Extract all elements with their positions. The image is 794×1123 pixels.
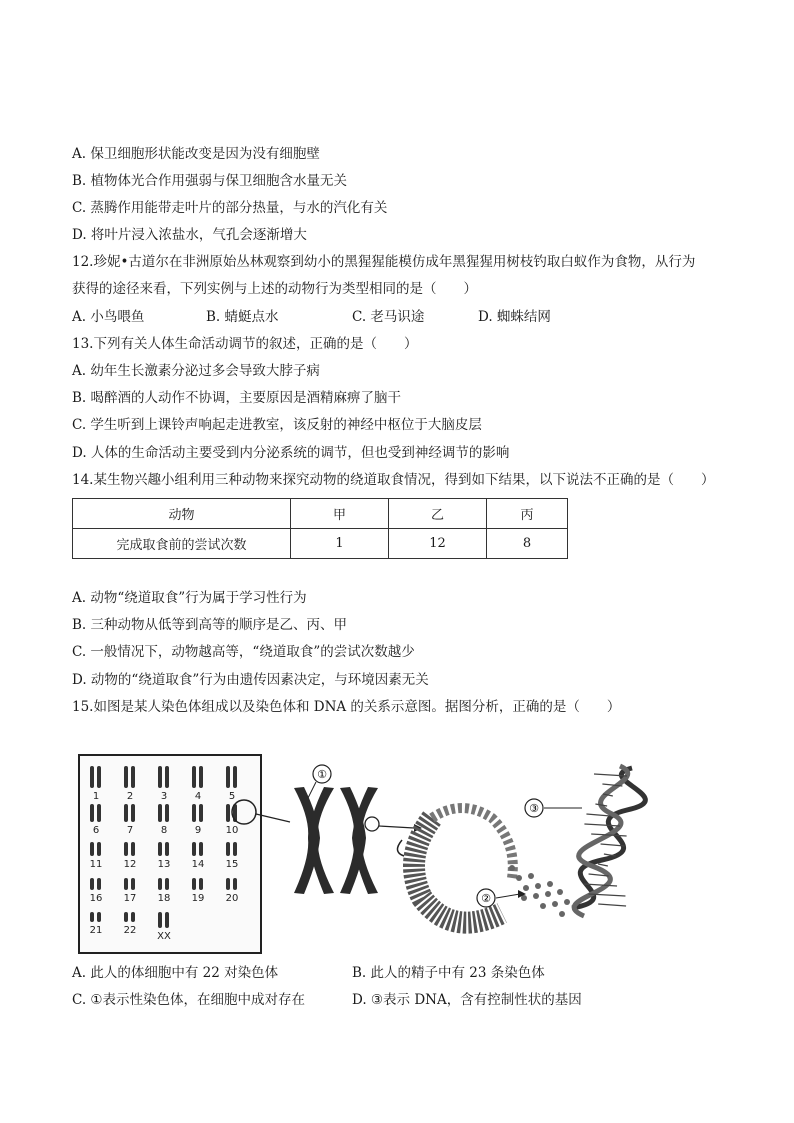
nucleosome-bead <box>545 891 551 897</box>
marker-1-line <box>308 782 316 798</box>
q15-stem: 15.如图是某人染色体组成以及染色体和 DNA 的关系示意图。据图分析，正确的是（ ） <box>72 699 621 715</box>
karyotype-number: 3 <box>160 791 168 802</box>
arrow-line <box>379 826 414 828</box>
large-chromosome-left <box>294 787 334 894</box>
highlight-circle <box>232 800 256 824</box>
q13-option-c: C. 学生听到上课铃声响起走进教室，该反射的神经中枢位于大脑皮层 <box>72 417 482 433</box>
karyotype-number: 9 <box>194 825 202 836</box>
karyotype-number: 13 <box>157 859 171 870</box>
nucleosome-bead <box>528 873 534 879</box>
karyotype-number: 19 <box>191 893 205 904</box>
chromosome-dna-diagram <box>72 748 672 953</box>
q14-option-c: C. 一般情况下，动物越高等，“绕道取食”的尝试次数越少 <box>72 644 415 660</box>
q14-option-b: B. 三种动物从低等到高等的顺序是乙、丙、甲 <box>72 617 348 633</box>
q13-option-b: B. 喝醉酒的人动作不协调，主要原因是酒精麻痹了脑干 <box>72 390 402 406</box>
nucleosome-bead <box>559 911 565 917</box>
table-header-cell: 乙 <box>389 499 487 529</box>
q13-stem: 13.下列有关人体生命活动调节的叙述，正确的是（ ） <box>72 336 418 352</box>
table-cell: 完成取食前的尝试次数 <box>73 529 291 559</box>
q14-option-d: D. 动物的“绕道取食”行为由遗传因素决定，与环境因素无关 <box>72 672 429 688</box>
karyotype-number: 8 <box>160 825 168 836</box>
pointer-line <box>256 814 290 822</box>
q14-stem: 14.某生物兴趣小组利用三种动物来探究动物的绕道取食情况，得到如下结果，以下说法不正确的是（ ） <box>72 472 715 488</box>
table-header-cell: 甲 <box>291 499 389 529</box>
table-row <box>73 529 568 559</box>
nucleosome-bead <box>540 903 546 909</box>
nucleosome-bead <box>516 875 522 881</box>
karyotype-number: 22 <box>123 925 137 936</box>
dna-double-helix <box>572 766 645 916</box>
q14-option-a: A. 动物“绕道取食”行为属于学习性行为 <box>72 590 307 606</box>
table-cell: 12 <box>389 529 487 559</box>
large-chromosome-right <box>340 787 378 894</box>
chromosome-figure <box>72 748 672 953</box>
nucleosome-bead <box>564 899 570 905</box>
karyotype-number: 21 <box>89 925 103 936</box>
nucleosome-bead <box>552 901 558 907</box>
q12-option-b: B. 蜻蜓点水 <box>206 309 279 325</box>
q12-option-d: D. 蜘蛛结网 <box>478 309 551 325</box>
table-header-cell: 动物 <box>73 499 291 529</box>
karyotype-number: 10 <box>225 825 239 836</box>
nucleosome-bead <box>533 893 539 899</box>
q15-option-a: A. 此人的体细胞中有 22 对染色体 <box>72 965 279 981</box>
dna-rung <box>598 864 608 866</box>
q13-option-d: D. 人体的生命活动主要受到内分泌系统的调节，但也受到神经调节的影响 <box>72 445 510 461</box>
q15-option-c: C. ①表示性染色体，在细胞中成对存在 <box>72 992 306 1008</box>
karyotype-number: 15 <box>225 859 239 870</box>
centromere-loop <box>365 817 379 831</box>
karyotype-number: 12 <box>123 859 137 870</box>
karyotype-number: 7 <box>126 825 134 836</box>
q11-option-a: A. 保卫细胞形状能改变是因为没有细胞壁 <box>72 146 320 162</box>
nucleosome-bead <box>547 881 553 887</box>
karyotype-number: 14 <box>191 859 205 870</box>
nucleosome-bead <box>535 883 541 889</box>
marker-2-line <box>496 894 520 898</box>
karyotype-number: 18 <box>157 893 171 904</box>
table-cell: 1 <box>291 529 389 559</box>
karyotype-number: 1 <box>92 791 100 802</box>
q13-option-a: A. 幼年生长激素分泌过多会导致大脖子病 <box>72 363 320 379</box>
nucleosome-bead <box>523 885 529 891</box>
table-header-row <box>73 499 568 529</box>
karyotype-number: 5 <box>228 791 236 802</box>
karyotype-number: 17 <box>123 893 137 904</box>
q15-option-b: B. 此人的精子中有 23 条染色体 <box>352 965 545 981</box>
marker-1-label: ① <box>317 768 327 781</box>
q15-option-d: D. ③表示 DNA，含有控制性状的基因 <box>352 992 582 1008</box>
karyotype-number: 2 <box>126 791 134 802</box>
karyotype-number: 4 <box>194 791 202 802</box>
dna-rung <box>598 904 626 906</box>
karyotype-number: 20 <box>225 893 239 904</box>
marker-3-label: ③ <box>529 802 539 815</box>
q15-options-row1 <box>72 963 672 983</box>
q12-options <box>72 307 672 327</box>
karyotype-number: 16 <box>89 893 103 904</box>
q14-table <box>72 498 568 559</box>
q12-option-a: A. 小鸟喂鱼 <box>72 309 145 325</box>
q12-stem-line2: 获得的途径来看，下列实例与上述的动物行为类型相同的是（ ） <box>72 281 477 297</box>
karyotype-number: XX <box>157 931 171 942</box>
table-header-cell: 丙 <box>487 499 568 529</box>
q12-stem-line1: 12.珍妮•古道尔在非洲原始丛林观察到幼小的黑猩猩能模仿成年黑猩猩用树枝钓取白蚁作为食物，从行为 <box>72 254 696 270</box>
karyotype-number: 11 <box>89 859 103 870</box>
q11-option-b: B. 植物体光合作用强弱与保卫细胞含水量无关 <box>72 173 348 189</box>
table-cell: 8 <box>487 529 568 559</box>
nucleosome-bead <box>557 889 563 895</box>
dna-rung <box>586 814 610 816</box>
marker-2-label: ② <box>481 892 491 905</box>
nucleosome-bead <box>509 865 515 871</box>
q15-options-row2 <box>72 990 672 1010</box>
q11-option-d: D. 将叶片浸入浓盐水，气孔会逐渐增大 <box>72 227 307 243</box>
karyotype-number: 6 <box>92 825 100 836</box>
q12-option-c: C. 老马识途 <box>352 309 425 325</box>
dna-rung <box>584 824 619 826</box>
q11-option-c: C. 蒸腾作用能带走叶片的部分热量，与水的汽化有关 <box>72 200 388 216</box>
